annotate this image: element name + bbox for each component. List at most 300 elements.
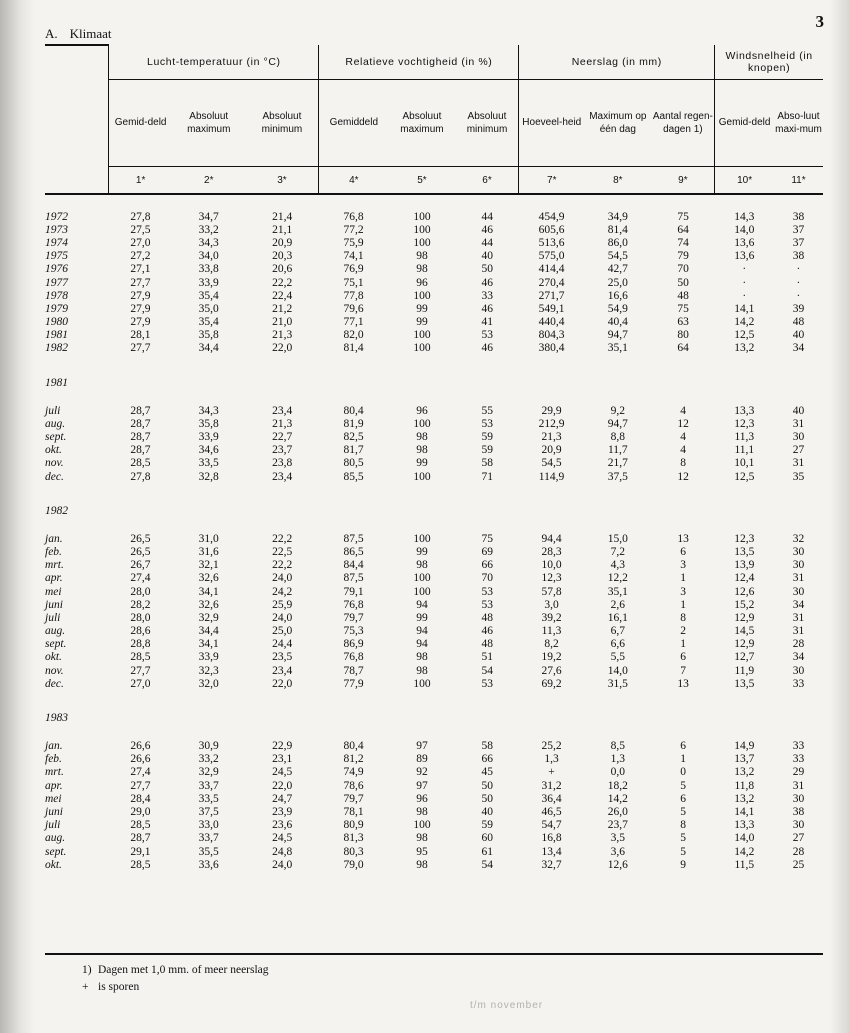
- table-cell: 53: [481, 677, 493, 690]
- table-cell: 0: [680, 766, 686, 779]
- row-label: 1981: [45, 329, 68, 342]
- table-cell: 14,5: [734, 625, 755, 638]
- table-cell: 16,8: [541, 832, 562, 845]
- table-cell: 28,7: [130, 417, 151, 430]
- table-row: [45, 404, 823, 417]
- table-cell: 35,0: [198, 302, 219, 315]
- table-cell: 94: [416, 598, 428, 611]
- table-cell: 27,4: [130, 766, 151, 779]
- table-cell: 11,5: [734, 858, 755, 871]
- table-row: [45, 858, 823, 871]
- table-spacer-row: [45, 724, 823, 739]
- footnote-2: [82, 979, 269, 996]
- table-cell: 81,4: [607, 223, 628, 236]
- table-cell: 27,0: [130, 236, 151, 249]
- table-row: [45, 316, 823, 329]
- table-cell: 77,2: [343, 223, 364, 236]
- table-block-heading-row: [45, 377, 823, 389]
- table-cell: 94: [416, 638, 428, 651]
- row-label: mrt.: [45, 559, 64, 572]
- table-cell: 35,1: [607, 585, 628, 598]
- table-cell: 13,2: [734, 766, 755, 779]
- table-spacer-row: [45, 389, 823, 404]
- table-cell: 100: [413, 470, 431, 483]
- table-cell: 33: [481, 289, 493, 302]
- subheader-wind-absmax: Abso-luut maxi-mum: [774, 80, 823, 167]
- table-body: [45, 194, 823, 871]
- table-cell: 5: [680, 845, 686, 858]
- table-cell: 77,1: [343, 316, 364, 329]
- table-cell: 46: [481, 302, 493, 315]
- table-cell: 22,0: [272, 779, 293, 792]
- table-cell: 79: [677, 250, 689, 263]
- table-cell: 100: [413, 417, 431, 430]
- row-label: mrt.: [45, 766, 64, 779]
- table-cell: 51: [481, 651, 493, 664]
- table-cell: 75,1: [343, 276, 364, 289]
- table-cell: 34: [792, 651, 805, 664]
- table-cell: 12: [677, 470, 689, 483]
- table-cell: 27: [792, 832, 805, 845]
- table-spacer-row: [45, 483, 823, 505]
- table-cell: 30: [792, 792, 805, 805]
- row-label: juli: [45, 819, 61, 832]
- table-cell: 13,6: [734, 250, 755, 263]
- table-cell: 11,9: [734, 664, 755, 677]
- table-cell: 64: [677, 342, 689, 355]
- table-cell: 31: [792, 457, 805, 470]
- table-cell: 8: [680, 819, 686, 832]
- table-cell: 79,7: [343, 611, 364, 624]
- table-cell: 27,0: [130, 677, 151, 690]
- table-cell: 11,7: [607, 444, 628, 457]
- table-cell: 76,8: [343, 598, 364, 611]
- table-cell: 8,2: [544, 638, 559, 651]
- table-cell: 58: [481, 740, 493, 753]
- table-cell: 96: [416, 404, 428, 417]
- table-row: [45, 611, 823, 624]
- table-cell: 86,9: [343, 638, 364, 651]
- table-cell: 75,9: [343, 236, 364, 249]
- table-cell: 54,9: [607, 302, 628, 315]
- table-cell: 32,3: [198, 664, 219, 677]
- table-cell: 414,4: [538, 263, 565, 276]
- table-cell: 99: [416, 302, 428, 315]
- table-cell: 20,9: [272, 236, 293, 249]
- block-heading-filler: [109, 712, 823, 724]
- table-cell: 31,5: [607, 677, 628, 690]
- table-cell: 21,3: [272, 329, 293, 342]
- table-cell: 23,4: [272, 404, 293, 417]
- table-cell: 31: [792, 572, 805, 585]
- table-cell: 96: [416, 276, 428, 289]
- row-label: aug.: [45, 417, 66, 430]
- row-label: 1980: [45, 316, 68, 329]
- table-cell: 32,7: [541, 858, 562, 871]
- table-cell: 35: [792, 470, 805, 483]
- colnum-2: 2*: [172, 167, 245, 195]
- table-cell: 27,8: [130, 470, 151, 483]
- table-cell: 42,7: [607, 263, 628, 276]
- table-cell: 76,8: [343, 651, 364, 664]
- table-row: [45, 572, 823, 585]
- table-cell: 33: [792, 740, 805, 753]
- table-cell: 33,5: [198, 792, 219, 805]
- table-cell: 78,1: [343, 805, 364, 818]
- table-cell: 4,3: [610, 559, 626, 572]
- table-cell: 28,0: [130, 611, 151, 624]
- subheader-precip-maxday: Maximum op één dag: [584, 80, 651, 167]
- table-cell: 34,4: [198, 342, 219, 355]
- table-cell: 98: [416, 858, 428, 871]
- table-cell: 22,7: [272, 431, 293, 444]
- table-cell: 7,2: [610, 545, 626, 558]
- table-cell: 48: [792, 316, 805, 329]
- table-cell: 46: [481, 342, 493, 355]
- subheader-hum-absmax: Absoluut maximum: [388, 80, 455, 167]
- table-cell: 3,0: [544, 598, 559, 611]
- table-cell: 33,9: [198, 651, 219, 664]
- row-label: 1982: [45, 342, 68, 355]
- corner-cell: [45, 45, 109, 80]
- table-cell: 33,2: [198, 753, 219, 766]
- row-label: 1976: [45, 263, 68, 276]
- table-cell: 13: [677, 677, 689, 690]
- table-cell: 80: [677, 329, 689, 342]
- table-cell: 23,4: [272, 470, 293, 483]
- table-cell: 22,2: [272, 532, 293, 545]
- table-row: [45, 651, 823, 664]
- colnum-9: 9*: [652, 167, 715, 195]
- section-name: Klimaat: [69, 26, 112, 41]
- table-cell: 9: [680, 858, 686, 871]
- table-cell: 99: [416, 545, 428, 558]
- table-cell: 35,1: [607, 342, 628, 355]
- table-cell: 32,9: [198, 766, 219, 779]
- block-heading: 1981: [45, 377, 68, 390]
- row-label: 1979: [45, 302, 68, 315]
- table-cell: 31,2: [541, 779, 562, 792]
- table-cell: 40: [792, 404, 805, 417]
- table-cell: 99: [416, 611, 428, 624]
- table-cell: 270,4: [538, 276, 565, 289]
- bleed-through-text: t/m november: [470, 1000, 544, 1011]
- subheader-temp-absmax: Absoluut maximum: [172, 80, 245, 167]
- colnum-6: 6*: [456, 167, 519, 195]
- row-label: okt.: [45, 858, 62, 871]
- table-cell: 25,0: [607, 276, 628, 289]
- table-cell: 54: [481, 858, 493, 871]
- climate-table: [45, 44, 823, 871]
- section-letter: A.: [45, 26, 58, 41]
- table-cell: 98: [416, 651, 428, 664]
- table-cell: ·: [796, 289, 801, 302]
- row-label: sept.: [45, 845, 67, 858]
- table-cell: 12,9: [734, 611, 755, 624]
- table-cell: 57,8: [541, 585, 562, 598]
- page-number: 3: [815, 12, 824, 31]
- table-cell: 8,8: [610, 431, 626, 444]
- table-cell: 27: [792, 444, 805, 457]
- subheader-precip-amount: Hoeveel-heid: [519, 80, 584, 167]
- table-cell: 75: [481, 532, 493, 545]
- table-cell: 37: [792, 236, 805, 249]
- table-cell: 2,6: [610, 598, 626, 611]
- table-cell: 29: [792, 766, 805, 779]
- table-row: [45, 263, 823, 276]
- table-cell: 27,1: [130, 263, 151, 276]
- table-cell: 33,2: [198, 223, 219, 236]
- table-cell: 60: [481, 832, 493, 845]
- table-cell: 71: [481, 470, 493, 483]
- table-cell: 12,9: [734, 638, 755, 651]
- table-cell: 5: [680, 779, 686, 792]
- table-row: [45, 638, 823, 651]
- table-cell: 21,3: [541, 431, 562, 444]
- table-cell: 3,5: [610, 832, 626, 845]
- table-cell: 37,5: [607, 470, 628, 483]
- table-cell: 35,4: [198, 316, 219, 329]
- table-cell: 21,7: [607, 457, 628, 470]
- table-cell: 55: [481, 404, 493, 417]
- table-cell: 30: [792, 664, 805, 677]
- table-cell: 2: [680, 625, 686, 638]
- table-cell: 100: [413, 342, 431, 355]
- table-cell: 4: [680, 444, 686, 457]
- table-cell: 78,7: [343, 664, 364, 677]
- table-cell: 4: [680, 404, 686, 417]
- table-column-number-row: [45, 167, 823, 195]
- table-cell: 16,6: [607, 289, 628, 302]
- table-cell: 100: [413, 236, 431, 249]
- table-cell: 21,0: [272, 316, 293, 329]
- table-cell: 12,3: [734, 532, 755, 545]
- table-row: [45, 677, 823, 690]
- table-row: [45, 210, 823, 223]
- table-cell: 100: [413, 585, 431, 598]
- table-cell: 12,6: [607, 858, 628, 871]
- table-cell: 96: [416, 792, 428, 805]
- table-cell: 13,4: [541, 845, 562, 858]
- table-cell: 13,3: [734, 819, 755, 832]
- table-cell: 28,5: [130, 819, 151, 832]
- table-cell: 28,1: [130, 329, 151, 342]
- table-cell: 24,5: [272, 766, 293, 779]
- table-cell: 13,2: [734, 342, 755, 355]
- table-cell: 34: [792, 342, 805, 355]
- row-label: 1973: [45, 223, 68, 236]
- colnum-7: 7*: [519, 167, 584, 195]
- table-cell: 50: [481, 779, 493, 792]
- table-cell: 12,6: [734, 585, 755, 598]
- block-heading: 1982: [45, 505, 68, 518]
- table-row: [45, 289, 823, 302]
- table-cell: 34,7: [198, 210, 219, 223]
- table-cell: 100: [413, 329, 431, 342]
- row-label: aug.: [45, 832, 66, 845]
- spacer-cell: [45, 690, 823, 712]
- table-cell: 13,9: [734, 559, 755, 572]
- table-cell: +: [548, 766, 555, 779]
- table-cell: 28,5: [130, 457, 151, 470]
- table-cell: 22,2: [272, 276, 293, 289]
- table-cell: 34: [792, 598, 805, 611]
- table-cell: 28,7: [130, 832, 151, 845]
- table-cell: 22,9: [272, 740, 293, 753]
- table-cell: 64: [677, 223, 689, 236]
- table-cell: 53: [481, 329, 493, 342]
- footnote-2-text: is sporen: [98, 980, 140, 993]
- table-cell: 12,3: [734, 417, 755, 430]
- table-cell: 40,4: [607, 316, 628, 329]
- table-cell: 29,9: [541, 404, 562, 417]
- table-cell: 27,7: [130, 779, 151, 792]
- table-cell: 24,2: [272, 585, 293, 598]
- table-cell: 6,7: [610, 625, 626, 638]
- table-row: [45, 819, 823, 832]
- table-cell: 21,1: [272, 223, 293, 236]
- table-cell: 14,9: [734, 740, 755, 753]
- row-label: okt.: [45, 651, 62, 664]
- table-cell: 98: [416, 263, 428, 276]
- table-cell: 28: [792, 845, 805, 858]
- row-label: dec.: [45, 677, 64, 690]
- table-cell: 24,5: [272, 832, 293, 845]
- table-cell: 33,0: [198, 819, 219, 832]
- table-cell: 28,7: [130, 431, 151, 444]
- table-cell: 40: [792, 329, 805, 342]
- table-cell: 46: [481, 276, 493, 289]
- table-cell: 575,0: [538, 250, 565, 263]
- group-header-temperature: Lucht-temperatuur (in °C): [109, 45, 319, 80]
- table-cell: 28,0: [130, 585, 151, 598]
- table-cell: 13,3: [734, 404, 755, 417]
- table-cell: 35,4: [198, 289, 219, 302]
- table-cell: 24,8: [272, 845, 293, 858]
- table-cell: 6: [680, 651, 686, 664]
- table-cell: 78,6: [343, 779, 364, 792]
- table-cell: 380,4: [538, 342, 565, 355]
- row-label: 1977: [45, 276, 68, 289]
- table-cell: 12,2: [607, 572, 628, 585]
- table-cell: 35,8: [198, 329, 219, 342]
- table-cell: 22,0: [272, 342, 293, 355]
- table-group-header-row: [45, 45, 823, 80]
- table-cell: 81,2: [343, 753, 364, 766]
- table-cell: 513,6: [538, 236, 565, 249]
- table-row: [45, 532, 823, 545]
- row-label: aug.: [45, 625, 66, 638]
- table-cell: 11,8: [734, 779, 755, 792]
- table-cell: 34,9: [607, 210, 628, 223]
- table-cell: 54: [481, 664, 493, 677]
- table-cell: 20,3: [272, 250, 293, 263]
- table-cell: 24,7: [272, 792, 293, 805]
- table-row: [45, 457, 823, 470]
- table-cell: 31: [792, 779, 805, 792]
- table-cell: 6: [680, 792, 686, 805]
- table-cell: 80,4: [343, 740, 364, 753]
- table-cell: 34,3: [198, 404, 219, 417]
- table-cell: 6: [680, 740, 686, 753]
- table-cell: 50: [481, 792, 493, 805]
- table-cell: 75: [677, 302, 689, 315]
- table-cell: 30: [792, 431, 805, 444]
- table-block-heading-row: [45, 712, 823, 724]
- table-cell: 23,8: [272, 457, 293, 470]
- table-row: [45, 739, 823, 752]
- table-cell: 28,7: [130, 404, 151, 417]
- table-cell: 14,0: [607, 664, 628, 677]
- table-cell: 25,9: [272, 598, 293, 611]
- table-cell: 98: [416, 431, 428, 444]
- table-cell: 23,7: [272, 444, 293, 457]
- table-cell: 54,5: [541, 457, 562, 470]
- table-cell: 99: [416, 457, 428, 470]
- table-cell: 21,3: [272, 417, 293, 430]
- table-cell: 114,9: [538, 470, 565, 483]
- table-cell: 12,4: [734, 572, 755, 585]
- table-cell: 22,5: [272, 545, 293, 558]
- subheader-hum-absmin: Absoluut minimum: [456, 80, 519, 167]
- table-cell: 48: [481, 638, 493, 651]
- table-cell: 98: [416, 805, 428, 818]
- table-cell: 54,7: [541, 819, 562, 832]
- table-cell: 79,0: [343, 858, 364, 871]
- footnote-1: [82, 962, 269, 979]
- table-cell: 23,5: [272, 651, 293, 664]
- table-cell: 31: [792, 625, 805, 638]
- group-header-windspeed: Windsnelheid (in knopen): [715, 45, 823, 80]
- table-cell: 3: [680, 559, 686, 572]
- table-row: [45, 276, 823, 289]
- subheader-temp-avg: Gemid-deld: [109, 80, 172, 167]
- row-label: nov.: [45, 664, 64, 677]
- table-cell: 212,9: [538, 417, 565, 430]
- table-cell: 8,5: [610, 740, 626, 753]
- table-spacer-row: [45, 194, 823, 210]
- colnum-3: 3*: [245, 167, 318, 195]
- table-cell: 27,5: [130, 223, 151, 236]
- table-cell: 74,1: [343, 250, 364, 263]
- table-cell: 86,0: [607, 236, 628, 249]
- table-cell: 31: [792, 417, 805, 430]
- table-cell: 28,8: [130, 638, 151, 651]
- table-cell: 99: [416, 316, 428, 329]
- table-cell: 32,0: [198, 677, 219, 690]
- table-cell: 80,4: [343, 404, 364, 417]
- colnum-5: 5*: [388, 167, 455, 195]
- table-cell: 32,6: [198, 572, 219, 585]
- table-cell: 32,1: [198, 559, 219, 572]
- table-cell: 5: [680, 805, 686, 818]
- table-cell: 26,5: [130, 545, 151, 558]
- table-cell: 10,0: [541, 559, 562, 572]
- table-cell: 27,6: [541, 664, 562, 677]
- table-cell: 24,0: [272, 572, 293, 585]
- table-cell: 40: [481, 250, 493, 263]
- table-cell: ·: [742, 289, 747, 302]
- table-cell: 94,7: [607, 417, 628, 430]
- table-cell: 12: [677, 417, 689, 430]
- table-cell: 27,8: [130, 210, 151, 223]
- table-cell: 45: [481, 766, 493, 779]
- table-cell: 58: [481, 457, 493, 470]
- table-spacer-row: [45, 355, 823, 377]
- table-cell: 34,3: [198, 236, 219, 249]
- table-cell: 92: [416, 766, 428, 779]
- table-cell: 82,0: [343, 329, 364, 342]
